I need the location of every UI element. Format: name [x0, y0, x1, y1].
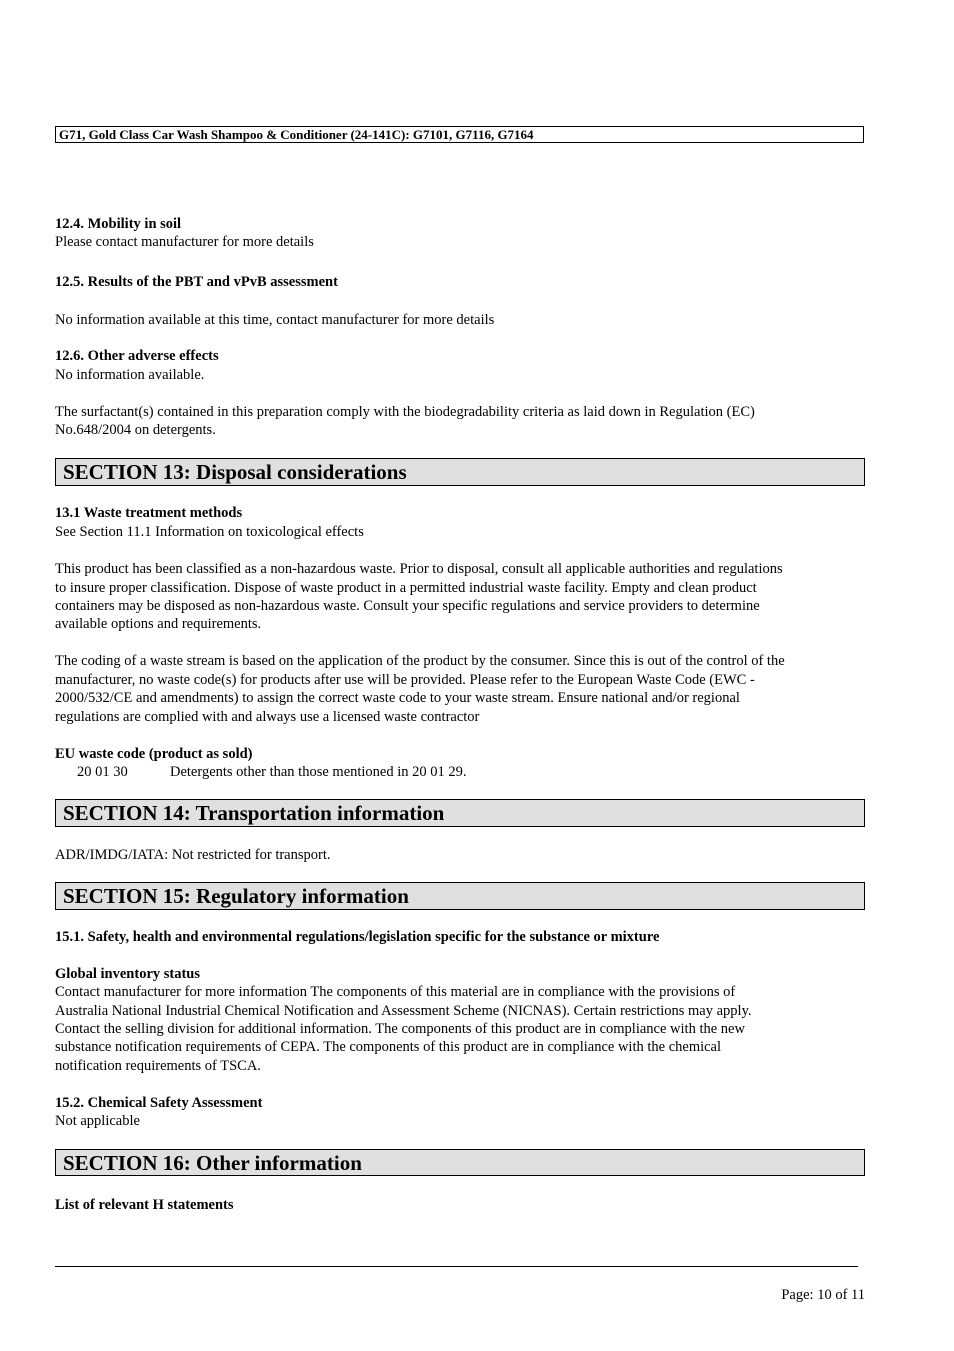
chemical-safety-text: Not applicable: [55, 1113, 140, 1129]
mobility-heading: 12.4. Mobility in soil: [55, 216, 182, 232]
page-number: Page: 10 of 11: [781, 1287, 865, 1303]
disposal-para-line-1: This product has been classified as a non-hazardous waste. Prior to disposal, consult all applicable authorities and regulations: [55, 561, 783, 577]
disposal-para-line-4: available options and requirements.: [55, 616, 262, 632]
inventory-line-1: Contact manufacturer for more information The components of this material are in compliance with the provisions of: [55, 984, 736, 1000]
footer-divider: [55, 1266, 858, 1267]
chemical-safety-heading: 15.2. Chemical Safety Assessment: [55, 1095, 263, 1111]
product-header: G71, Gold Class Car Wash Shampoo & Conditioner (24-141C): G7101, G7116, G7164: [55, 126, 864, 143]
h-statements-heading: List of relevant H statements: [55, 1197, 234, 1213]
inventory-heading: Global inventory status: [55, 966, 201, 982]
adverse-effects-text: No information available.: [55, 367, 205, 383]
surfactant-line-1: The surfactant(s) contained in this preparation comply with the biodegradability criteria as laid down in Regulation (EC): [55, 404, 755, 420]
coding-para-line-4: regulations are complied with and always use a licensed waste contractor: [55, 709, 480, 725]
coding-para-line-1: The coding of a waste stream is based on the application of the product by the consumer. Since this is out of the control of the: [55, 653, 785, 669]
waste-treatment-heading: 13.1 Waste treatment methods: [55, 505, 243, 521]
mobility-text: Please contact manufacturer for more details: [55, 234, 314, 250]
inventory-line-3: Contact the selling division for additional information. The components of this product are in compliance with the new: [55, 1021, 745, 1037]
coding-para-line-2: manufacturer, no waste code(s) for products after use will be provided. Please refer to the European Waste Code (EWC -: [55, 672, 755, 688]
inventory-line-2: Australia National Industrial Chemical Notification and Assessment Scheme (NICNAS). Certain restrictions may apply.: [55, 1003, 752, 1019]
adverse-effects-heading: 12.6. Other adverse effects: [55, 348, 219, 364]
waste-treatment-text: See Section 11.1 Information on toxicological effects: [55, 524, 364, 540]
section-15-title: SECTION 15: Regulatory information: [55, 882, 865, 910]
disposal-para-line-2: to insure proper classification. Dispose of waste product in a permitted industrial waste facility. Empty and clean product: [55, 580, 757, 596]
inventory-line-4: substance notification requirements of CEPA. The components of this product are in compliance with the chemical: [55, 1039, 722, 1055]
ewc-heading: EU waste code (product as sold): [55, 746, 253, 762]
pbt-heading: 12.5. Results of the PBT and vPvB assessment: [55, 274, 338, 290]
section-14-title: SECTION 14: Transportation information: [55, 799, 865, 827]
regulations-heading: 15.1. Safety, health and environmental regulations/legislation specific for the substance or mixture: [55, 929, 660, 945]
ewc-row: [77, 763, 467, 781]
ewc-code: 20 01 30: [77, 764, 128, 780]
ewc-description: Detergents other than those mentioned in 20 01 29.: [170, 764, 467, 780]
transport-text: ADR/IMDG/IATA: Not restricted for transport.: [55, 847, 331, 863]
inventory-line-5: notification requirements of TSCA.: [55, 1058, 261, 1074]
section-13-title: SECTION 13: Disposal considerations: [55, 458, 865, 486]
disposal-para-line-3: containers may be disposed as non-hazardous waste. Consult your specific regulations and service providers to determine: [55, 598, 760, 614]
surfactant-line-2: No.648/2004 on detergents.: [55, 422, 216, 438]
pbt-text: No information available at this time, contact manufacturer for more details: [55, 312, 495, 328]
section-16-title: SECTION 16: Other information: [55, 1149, 865, 1176]
coding-para-line-3: 2000/532/CE and amendments) to assign the correct waste code to your waste stream. Ensure national and/or regional: [55, 690, 740, 706]
